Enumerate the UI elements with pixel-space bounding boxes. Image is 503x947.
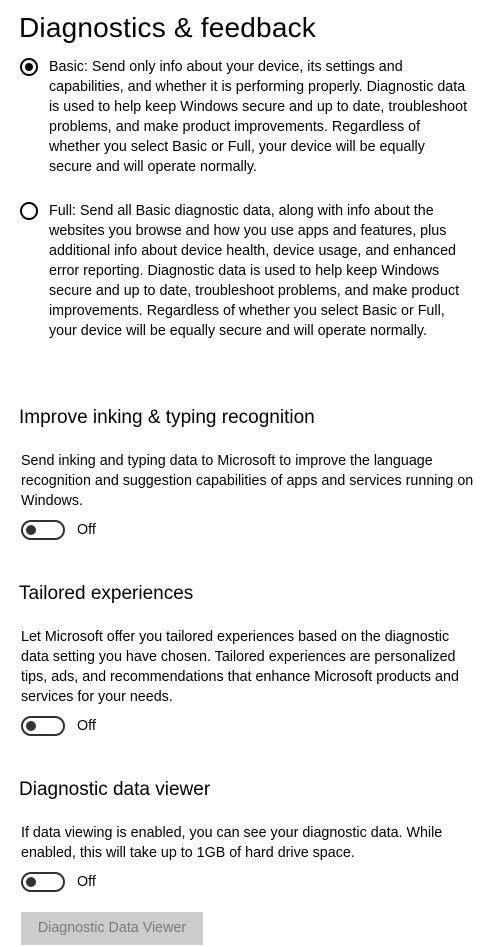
tailored-description: Let Microsoft offer you tailored experiences based on the diagnostic data setting you have chosen. Tailored experiences are personalized tips, ads, and recommendations that enhance Microsoft products and services for your needs.: [21, 629, 459, 705]
radio-button-basic[interactable]: [20, 58, 38, 76]
tailored-toggle-switch[interactable]: [21, 716, 65, 736]
toggle-knob: [26, 525, 36, 535]
radio-button-full[interactable]: [20, 202, 38, 220]
inking-toggle-label: Off: [77, 522, 96, 538]
tailored-heading: Tailored experiences: [19, 583, 194, 604]
toggle-knob: [26, 877, 36, 887]
viewer-description: If data viewing is enabled, you can see your diagnostic data. While enabled, this will take up to 1GB of hard drive space.: [21, 825, 443, 861]
inking-heading: Improve inking & typing recognition: [19, 407, 315, 428]
radio-label-full: Full: Send all Basic diagnostic data, along with info about the websites you browse and how you use apps and features, plus additional info about device health, device usage, and enhanced error reporting. Diagnostic data is used to help keep Windows secure and up to date, troubleshoot problems, and make product improvements. Regardless of whether you select Basic or Full, your device will be equally secure and will operate normally.: [49, 203, 460, 339]
radio-dot: [25, 63, 33, 71]
tailored-toggle-label: Off: [77, 718, 96, 734]
inking-description: Send inking and typing data to Microsoft to improve the language recognition and suggestion capabilities of apps and services running on Windows.: [21, 453, 474, 509]
viewer-toggle-label: Off: [77, 874, 96, 890]
radio-label-basic: Basic: Send only info about your device, its settings and capabilities, and whether it is performing properly. Diagnostic data is used to help keep Windows secure and up to date, troubleshoot problems, and make product improvements. Regardless of whether you select Basic or Full, your device will be equally secure and will operate normally.: [49, 59, 468, 175]
viewer-toggle-switch[interactable]: [21, 872, 65, 892]
page-title: Diagnostics & feedback: [19, 12, 317, 43]
toggle-knob: [26, 721, 36, 731]
viewer-heading: Diagnostic data viewer: [19, 779, 211, 800]
diagnostic-data-viewer-button[interactable]: Diagnostic Data Viewer: [21, 912, 203, 945]
inking-toggle-switch[interactable]: [21, 520, 65, 540]
